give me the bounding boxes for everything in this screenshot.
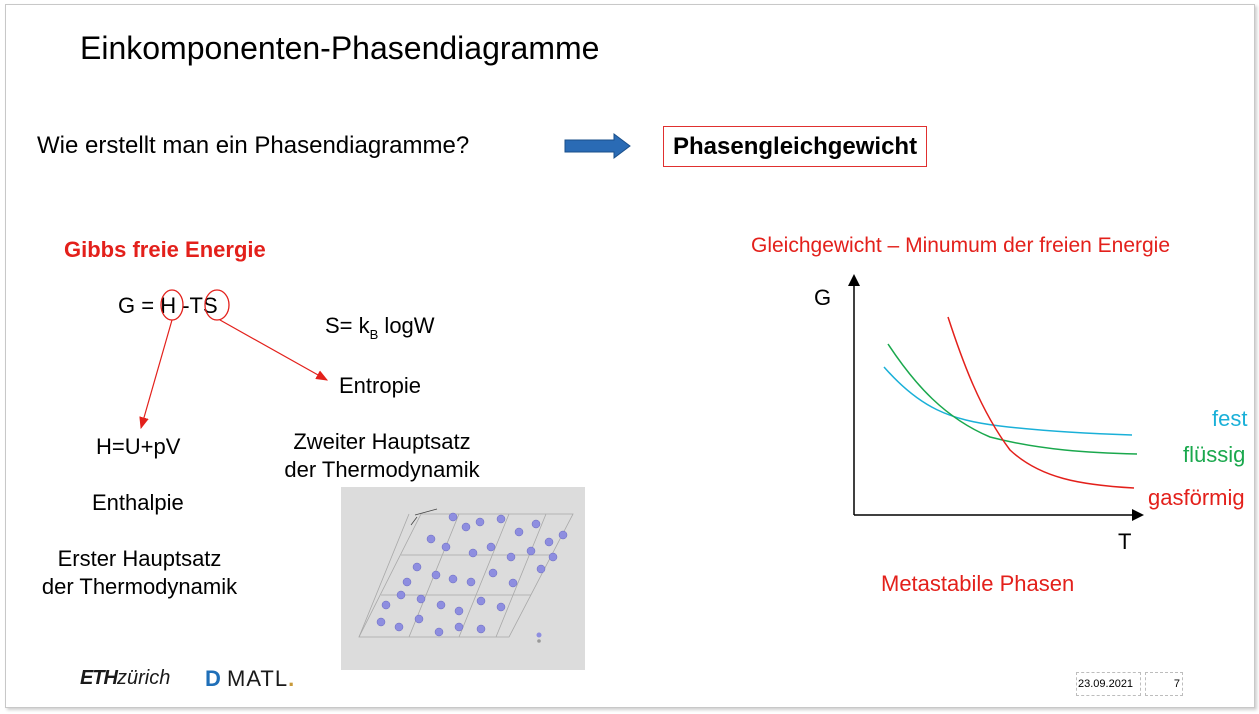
dmatl-logo-text: MATL bbox=[227, 666, 289, 691]
dmatl-logo-d: D bbox=[205, 666, 221, 691]
footer-date: 23.09.2021 bbox=[1076, 672, 1141, 696]
footer-page-number: 7 bbox=[1145, 672, 1183, 696]
eth-logo-bold: ETH bbox=[80, 667, 117, 689]
second-law-line2: der Thermodynamik bbox=[284, 457, 480, 482]
curve-gasfoermig bbox=[948, 317, 1134, 488]
y-axis-label: G bbox=[814, 285, 832, 310]
second-law-line1: Zweiter Hauptsatz bbox=[293, 429, 471, 454]
eth-zurich-logo bbox=[80, 667, 170, 690]
entropy-formula-suffix: logW bbox=[378, 313, 435, 338]
chart-heading: Gleichgewicht – Minumum der freien Energie bbox=[751, 234, 1171, 257]
eq-h: H bbox=[160, 293, 177, 318]
curve-fluessig bbox=[888, 344, 1137, 454]
enthalpy-formula: H=U+pV bbox=[96, 434, 181, 459]
entropy-formula-prefix: S= k bbox=[325, 313, 370, 338]
first-law-line1: Erster Hauptsatz bbox=[57, 546, 222, 571]
slide-title: Einkomponenten-Phasendiagramme bbox=[80, 30, 600, 66]
dmatl-logo-dot: . bbox=[288, 666, 295, 691]
gibbs-heading: Gibbs freie Energie bbox=[64, 237, 266, 262]
question-text: Wie erstellt man ein Phasendiagramme? bbox=[37, 132, 470, 159]
legend-fluessig: flüssig bbox=[1183, 442, 1246, 467]
eth-logo-italic: zürich bbox=[117, 667, 171, 689]
x-axis-label: T bbox=[1118, 529, 1132, 554]
dmatl-logo bbox=[205, 666, 294, 692]
eq-prefix: G = bbox=[118, 293, 161, 318]
phasengleichgewicht-box: Phasengleichgewicht bbox=[663, 126, 927, 167]
eq-minus-t: -T bbox=[176, 293, 203, 318]
legend-gasfoermig: gasförmig bbox=[1148, 485, 1245, 510]
entropy-label: Entropie bbox=[339, 373, 421, 398]
eq-s: S bbox=[202, 293, 218, 318]
enthalpy-label: Enthalpie bbox=[92, 490, 184, 515]
entropy-formula-sub: B bbox=[369, 327, 379, 342]
chart-caption: Metastabile Phasen bbox=[881, 571, 1075, 596]
legend-fest: fest bbox=[1212, 406, 1248, 431]
first-law-line2: der Thermodynamik bbox=[41, 574, 238, 599]
curve-fest bbox=[884, 367, 1132, 435]
